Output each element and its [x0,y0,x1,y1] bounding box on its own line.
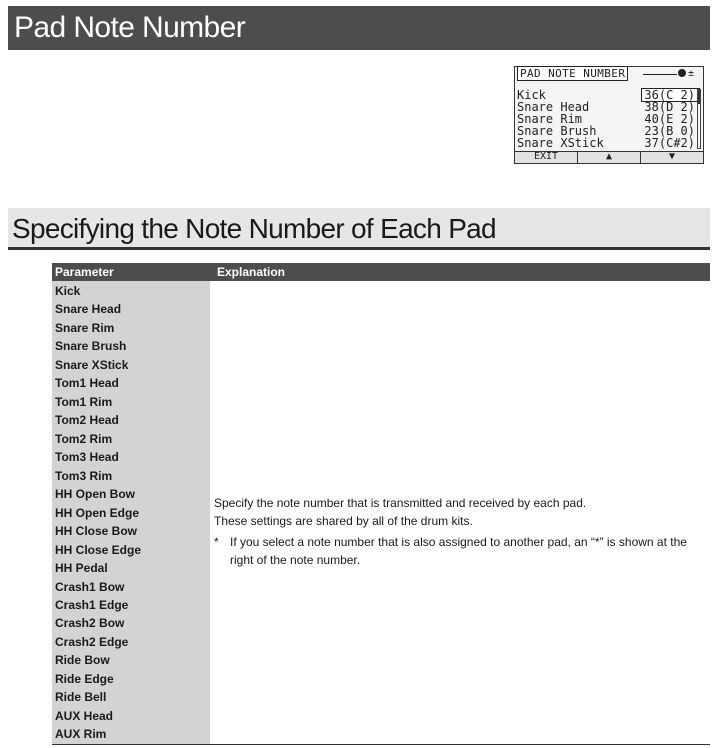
lcd-header [515,67,703,81]
parameter-row: HH Close Bow [55,524,138,539]
parameter-row: Crash1 Bow [55,579,125,594]
parameter-column [52,281,210,744]
lcd-header-title: PAD NOTE NUMBER [517,66,628,81]
parameter-row: Tom2 Rim [55,431,113,446]
note-marker: * [214,535,219,549]
parameter-row: HH Close Edge [55,542,142,557]
note-text: If you select a note number that is also assigned to another pad, an “*” is shown at the right of the note number. [230,535,687,567]
lcd-row-pad: Snare Head [517,100,590,114]
lcd-row-value: 38(D 2) [644,100,695,114]
header-explanation: Explanation [217,265,286,279]
lcd-row[interactable] [517,137,699,149]
lcd-row-pad: Snare XStick [517,136,604,150]
parameter-row: AUX Head [55,708,114,723]
lcd-row-value: 23(B 0) [644,124,695,138]
lcd-row-value: 37(C#2) [644,136,695,150]
parameter-row: Ride Bow [55,653,110,668]
parameter-row: Tom1 Head [55,376,119,391]
lcd-list [517,89,699,149]
parameter-row: Kick [55,284,81,298]
lcd-scroll-thumb [698,90,700,104]
parameter-row: Crash2 Edge [55,634,129,649]
page-title: Pad Note Number [8,6,710,50]
knob-icon [678,69,686,77]
lcd-row-pad: Snare Brush [517,124,597,138]
section-heading: Specifying the Note Number of Each Pad [8,208,710,250]
lcd-header-line [643,74,677,75]
parameter-row: Snare Rim [55,320,115,335]
header-parameter: Parameter [55,265,114,279]
lcd-row-value: 36(C 2) [642,89,699,101]
explanation-line-2: These settings are shared by all of the drum kits. [214,514,473,528]
lcd-row-value: 40(E 2) [644,112,695,126]
parameter-row: Ride Bell [55,690,107,705]
lcd-function-buttons [515,151,703,163]
parameter-table [52,263,710,745]
cursor-up-button[interactable]: ▲ [578,152,641,163]
explanation-line-1: Specify the note number that is transmitted and received by each pad. [214,496,587,510]
exit-button[interactable]: EXIT [515,152,578,163]
parameter-row: Crash2 Bow [55,616,125,631]
parameter-row: Ride Edge [55,671,114,686]
lcd-row-pad: Kick [517,88,546,102]
lcd-row-pad: Snare Rim [517,112,583,126]
table-body [52,281,710,745]
explanation-cell [210,281,710,744]
lcd-scrollbar [697,89,701,149]
lcd-screen [514,66,704,164]
lcd-indicator: ± [688,68,695,79]
parameter-row: Snare XStick [55,357,129,372]
parameter-row: Snare Brush [55,339,127,354]
parameter-row: Snare Head [55,302,122,317]
parameter-row: AUX Rim [55,727,107,742]
parameter-row: Tom1 Rim [55,394,113,409]
parameter-row: Crash1 Edge [55,597,129,612]
parameter-row: HH Open Bow [55,487,135,502]
explanation-note [214,533,704,569]
cursor-down-button[interactable]: ▼ [641,152,703,163]
parameter-row: HH Pedal [55,561,108,576]
parameter-row: Tom3 Rim [55,468,113,483]
table-header [52,263,710,281]
parameter-row: Tom3 Head [55,450,119,465]
parameter-row: HH Open Edge [55,505,140,520]
parameter-row: Tom2 Head [55,413,119,428]
